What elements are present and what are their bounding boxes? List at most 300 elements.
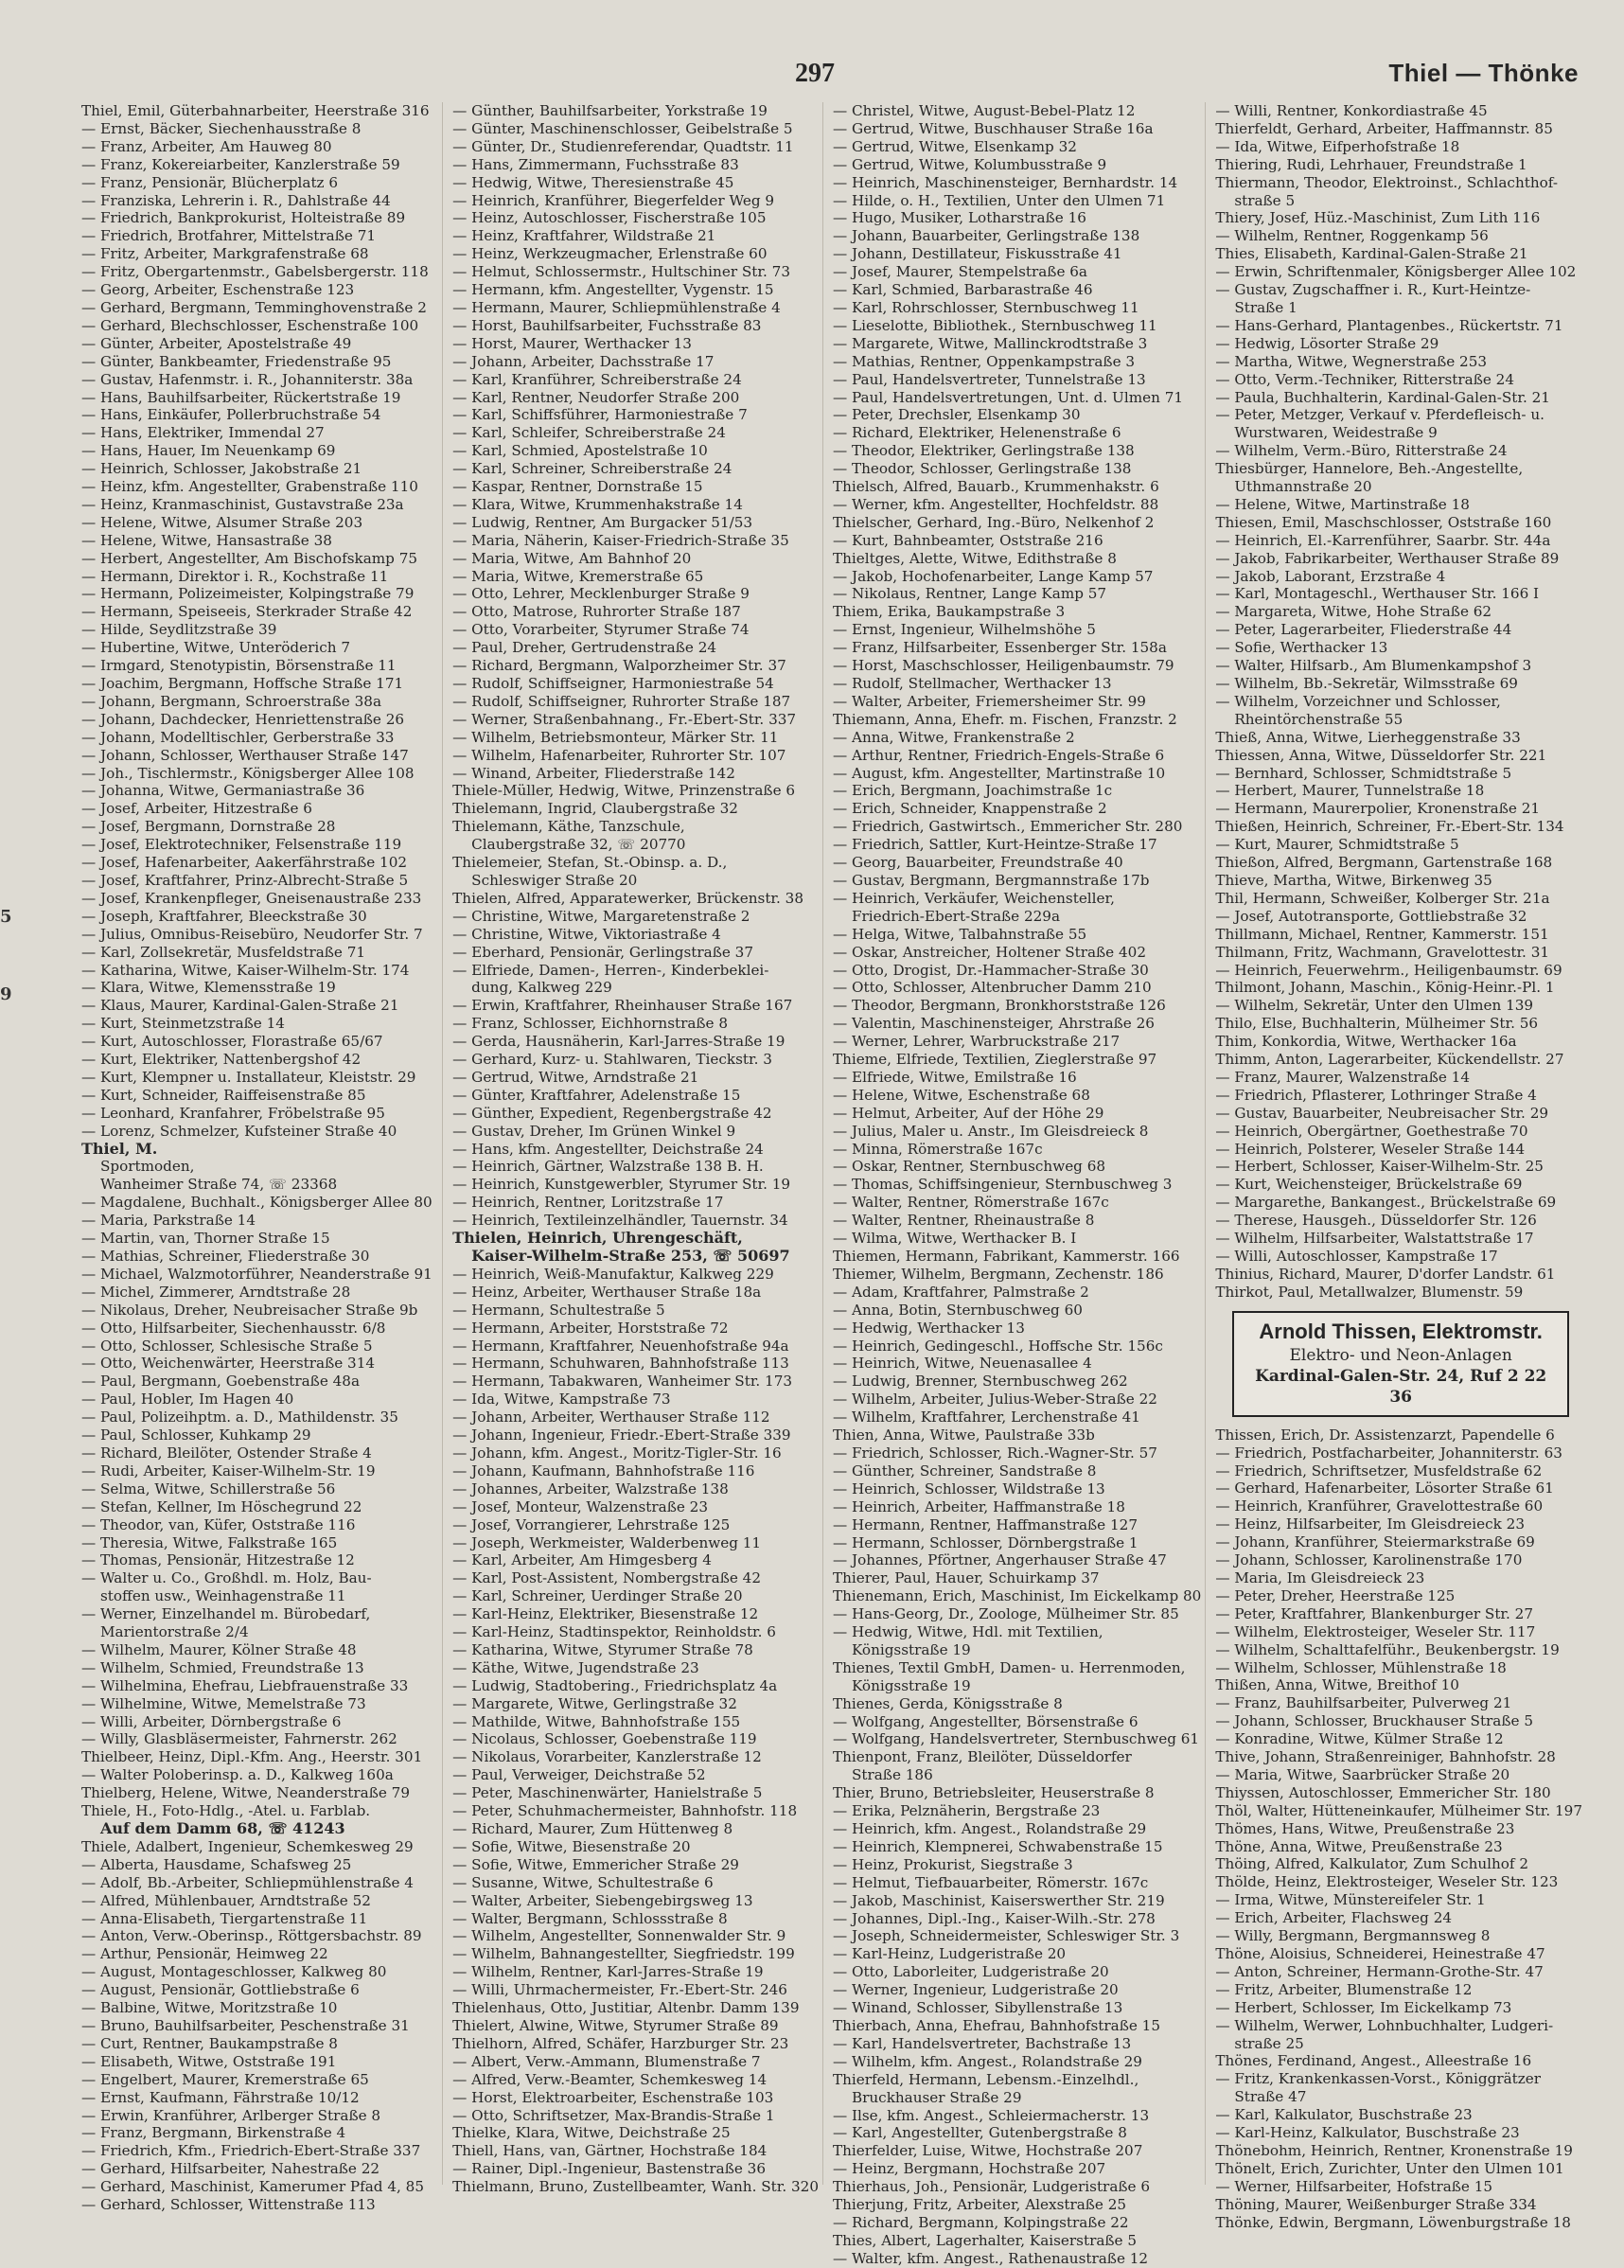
directory-entry: Thielenhaus, Otto, Justitiar, Altenbr. Damm 139 <box>452 1999 800 2017</box>
directory-entry: — Winand, Schlosser, Sibyllenstraße 13 <box>832 1999 1123 2017</box>
directory-entry: — Hermann, Schlosser, Dörnbergstraße 1 <box>832 1533 1139 1551</box>
directory-entry: Wanheimer Straße 74, ☏ 23368 <box>100 1176 338 1194</box>
directory-entry: — Franz, Pensionär, Blücherplatz 6 <box>81 173 339 191</box>
directory-entry: Thienemann, Erich, Maschinist, Im Eickelkamp 80 <box>832 1587 1202 1605</box>
directory-entry: Thien, Anna, Witwe, Paulstraße 33b <box>832 1426 1095 1444</box>
directory-entry: — Fritz, Arbeiter, Blumenstraße 12 <box>1215 1980 1473 1998</box>
directory-entry: — Anna-Elisabeth, Tiergartenstraße 11 <box>81 1909 368 1927</box>
directory-entry: Kaiser-Wilhelm-Straße 253, ☏ 50697 <box>471 1247 790 1265</box>
directory-entry: Thißen, Anna, Witwe, Breithof 10 <box>1215 1676 1459 1694</box>
directory-entry: Thielen, Alfred, Apparatewerker, Brückenstr. 38 <box>452 889 803 907</box>
directory-entry: — Karl-Heinz, Stadtinspektor, Reinholdstr. 6 <box>452 1623 776 1641</box>
directory-entry: — Käthe, Witwe, Jugendstraße 23 <box>452 1658 699 1676</box>
directory-entry: — Wilhelm, Hafenarbeiter, Ruhrorter Str. 107 <box>452 746 786 764</box>
directory-entry: — Arthur, Rentner, Friedrich-Engels-Straße 6 <box>832 746 1165 764</box>
directory-entry: — Margarete, Witwe, Gerlingstraße 32 <box>452 1694 737 1712</box>
directory-entry: Wurstwaren, Weidestraße 9 <box>1234 424 1438 442</box>
directory-entry: — Walter, Rentner, Rheinaustraße 8 <box>832 1212 1095 1230</box>
directory-entry: — Walter u. Co., Großhdl. m. Holz, Bau- <box>81 1569 372 1587</box>
directory-entry: — Maria, Näherin, Kaiser-Friedrich-Straße 35 <box>452 531 789 549</box>
directory-entry: Thiele, H., Foto-Hdlg., -Atel. u. Farblab. <box>81 1802 371 1820</box>
directory-entry: — Heinrich, Witwe, Neuenasallee 4 <box>832 1355 1092 1373</box>
page-header <box>0 59 1624 97</box>
directory-entry: — Ida, Witwe, Kampstraße 73 <box>452 1391 671 1409</box>
directory-entry: Thiem, Erika, Baukampstraße 3 <box>832 603 1066 621</box>
directory-entry: stoffen usw., Weinhagenstraße 11 <box>100 1587 346 1605</box>
directory-entry: — Christine, Witwe, Margaretenstraße 2 <box>452 907 750 925</box>
directory-entry: — Irma, Witwe, Münstereifeler Str. 1 <box>1215 1891 1486 1909</box>
directory-entry: — Karl, Kalkulator, Buschstraße 23 <box>1215 2106 1473 2124</box>
directory-entry: — Paul, Polizeihptm. a. D., Mathildenstr. 35 <box>81 1409 398 1426</box>
directory-entry: — Otto, Matrose, Ruhrorter Straße 187 <box>452 603 741 621</box>
directory-entry: — Gerda, Hausnäherin, Karl-Jarres-Straße 19 <box>452 1033 786 1051</box>
directory-entry: — Helene, Witwe, Eschenstraße 68 <box>832 1086 1090 1104</box>
directory-entry: — Karl, Handelsvertreter, Bachstraße 13 <box>832 2034 1132 2052</box>
directory-entry: Thiermann, Theodor, Elektroinst., Schlachthof- <box>1215 173 1558 191</box>
directory-entry: — Sofie, Witwe, Biesenstraße 20 <box>452 1837 691 1855</box>
directory-entry: — Wilhelm, Betriebsmonteur, Märker Str. 11 <box>452 728 779 746</box>
directory-entry: — Theresia, Witwe, Falkstraße 165 <box>81 1533 338 1551</box>
directory-entry: — Karl, Schiffsführer, Harmoniestraße 7 <box>452 406 748 424</box>
directory-entry: Thiel, Emil, Güterbahnarbeiter, Heerstraße 316 <box>81 102 430 119</box>
directory-entry: — Heinrich, El.-Karrenführer, Saarbr. Str. 44a <box>1215 531 1551 549</box>
directory-entry: — Erika, Pelznäherin, Bergstraße 23 <box>832 1802 1101 1820</box>
directory-entry: — Hilde, Seydlitzstraße 39 <box>81 621 277 639</box>
directory-entry: — Christel, Witwe, August-Bebel-Platz 12 <box>832 102 1136 119</box>
directory-entry: — Erwin, Schriftenmaler, Königsberger Allee 102 <box>1215 263 1577 281</box>
directory-entry: — Helmut, Tiefbauarbeiter, Römerstr. 167c <box>832 1873 1149 1891</box>
directory-entry: — Minna, Römerstraße 167c <box>832 1140 1043 1158</box>
directory-entry: — Kurt, Schneider, Raiffeisenstraße 85 <box>81 1086 366 1104</box>
directory-entry: — Johann, Dachdecker, Henriettenstraße 26 <box>81 710 405 728</box>
directory-entry: — Herbert, Angestellter, Am Bischofskamp 75 <box>81 549 418 567</box>
directory-entry: — Franz, Bauhilfsarbeiter, Pulverweg 21 <box>1215 1694 1512 1712</box>
directory-entry: — Anna, Witwe, Frankenstraße 2 <box>832 728 1075 746</box>
directory-entry: Thießen, Heinrich, Schreiner, Fr.-Ebert-Str. 134 <box>1215 818 1564 836</box>
directory-entry: — Erwin, Kranführer, Arlberger Straße 8 <box>81 2106 381 2124</box>
directory-entry: — Karl, Montageschl., Werthauser Str. 166 I <box>1215 585 1540 603</box>
directory-entry: — Karl-Heinz, Elektriker, Biesenstraße 12 <box>452 1605 759 1623</box>
directory-entry: Thienes, Gerda, Königsstraße 8 <box>832 1694 1063 1712</box>
directory-entry: Thiele-Müller, Hedwig, Witwe, Prinzenstraße 6 <box>452 782 796 800</box>
directory-entry: straße 5 <box>1234 191 1296 209</box>
directory-entry: — Heinrich, Kranführer, Gravelottestraße 60 <box>1215 1497 1544 1515</box>
directory-entry: — Michael, Walzmotorführer, Neanderstraße 91 <box>81 1265 432 1283</box>
directory-entry: — Josef, Hafenarbeiter, Aakerfährstraße 102 <box>81 854 408 872</box>
directory-entry: — Paula, Buchhalterin, Kardinal-Galen-Str. 21 <box>1215 388 1550 406</box>
directory-entry: Thiemen, Hermann, Fabrikant, Kammerstr. 166 <box>832 1248 1180 1265</box>
directory-entry: — Gustav, Bergmann, Bergmannstraße 17b <box>832 871 1150 889</box>
directory-entry: — Karl, Zollsekretär, Musfeldstraße 71 <box>81 943 366 961</box>
directory-entry: — Joseph, Kraftfahrer, Bleeckstraße 30 <box>81 907 367 925</box>
directory-entry: — Johann, Schlosser, Bruckhauser Straße 5 <box>1215 1712 1533 1730</box>
directory-entry: — Alfred, Verw.-Beamter, Schemkesweg 14 <box>452 2070 768 2088</box>
directory-entry: — Helene, Witwe, Alsumer Straße 203 <box>81 513 363 531</box>
directory-entry: — Erich, Bergmann, Joachimstraße 1c <box>832 782 1113 800</box>
directory-entry: — Heinrich, Obergärtner, Goethestraße 70 <box>1215 1122 1528 1140</box>
directory-entry: — Heinz, Werkzeugmacher, Erlenstraße 60 <box>452 245 768 263</box>
directory-entry: — Otto, Lehrer, Mecklenburger Straße 9 <box>452 585 750 603</box>
directory-entry: — Heinz, Arbeiter, Werthauser Straße 18a <box>452 1283 762 1301</box>
directory-entry: — Helmut, Schlossermstr., Hultschiner Str. 73 <box>452 263 790 281</box>
directory-entry: — Walter, Arbeiter, Friemersheimer Str. 99 <box>832 692 1146 710</box>
directory-entry: — Otto, Schriftsetzer, Max-Brandis-Straße 1 <box>452 2106 775 2124</box>
directory-entry: — Johanna, Witwe, Germaniastraße 36 <box>81 782 365 800</box>
directory-entry: — August, Montageschlosser, Kalkweg 80 <box>81 1963 387 1981</box>
directory-entry: — Alberta, Hausdame, Schafsweg 25 <box>81 1855 352 1873</box>
directory-entry: Straße 1 <box>1234 298 1297 316</box>
directory-entry: — Johannes, Dipl.-Ing., Kaiser-Wilh.-Str. 278 <box>832 1909 1156 1927</box>
directory-entry: — Wilhelm, Angestellter, Sonnenwalder Str. 9 <box>452 1927 786 1945</box>
directory-entry: — Karl, Kranführer, Schreiberstraße 24 <box>452 370 742 388</box>
directory-entry: — Walter, Rentner, Römerstraße 167c <box>832 1194 1109 1212</box>
directory-entry: — Johann, Kranführer, Steiermarkstraße 69 <box>1215 1533 1535 1551</box>
directory-entry: — Fritz, Arbeiter, Markgrafenstraße 68 <box>81 245 369 263</box>
directory-entry: — Willi, Arbeiter, Dörnbergstraße 6 <box>81 1712 342 1730</box>
directory-entry: — Curt, Rentner, Baukampstraße 8 <box>81 2034 338 2052</box>
directory-entry: — Thomas, Schiffsingenieur, Sternbuschweg 3 <box>832 1176 1173 1194</box>
directory-entry: — Ilse, kfm. Angest., Schleiermacherstr. 13 <box>832 2106 1150 2124</box>
directory-entry: Thielberg, Helene, Witwe, Neanderstraße 79 <box>81 1784 410 1802</box>
directory-entry: Thiel, M. <box>81 1139 158 1158</box>
directory-entry: — Hermann, Schultestraße 5 <box>452 1301 665 1319</box>
directory-entry: — Günter, Arbeiter, Apostelstraße 49 <box>81 334 352 352</box>
directory-entry: — Elisabeth, Witwe, Oststraße 191 <box>81 2052 337 2070</box>
directory-entry: — Joseph, Schneidermeister, Schleswiger Str. 3 <box>832 1927 1180 1945</box>
directory-entry: — Kurt, Elektriker, Nattenbergshof 42 <box>81 1051 362 1069</box>
directory-column-3 <box>832 102 1206 2267</box>
directory-entry: Thimm, Anton, Lagerarbeiter, Kückendellstr. 27 <box>1215 1051 1564 1069</box>
directory-entry: Thierbach, Anna, Ehefrau, Bahnhofstraße 15 <box>832 2016 1161 2034</box>
directory-entry: — Heinrich, Maschinensteiger, Bernhardstr. 14 <box>832 173 1178 191</box>
directory-entry: — Katharina, Witwe, Styrumer Straße 78 <box>452 1640 753 1658</box>
directory-entry: — Julius, Maler u. Anstr., Im Gleisdreieck 8 <box>832 1122 1149 1140</box>
directory-entry: Thiele, Adalbert, Ingenieur, Schemkesweg 29 <box>81 1837 414 1855</box>
directory-entry: Thiessen, Anna, Witwe, Düsseldorfer Str. 221 <box>1215 746 1547 764</box>
directory-entry: — Paul, Schlosser, Kuhkamp 29 <box>81 1426 311 1444</box>
directory-entry: — Walter, kfm. Angest., Rathenaustraße 12 <box>832 2249 1149 2267</box>
directory-entry: — Peter, Maschinenwärter, Hanielstraße 5 <box>452 1784 763 1802</box>
directory-entry: — Kurt, Steinmetzstraße 14 <box>81 1015 285 1033</box>
directory-entry: — Karl, Angestellter, Gutenbergstraße 8 <box>832 2124 1127 2142</box>
directory-entry: Thiery, Josef, Hüz.-Maschinist, Zum Lith 116 <box>1215 209 1541 227</box>
directory-entry: — Albert, Verw.-Ammann, Blumenstraße 7 <box>452 2052 761 2070</box>
directory-entry: — Hilde, o. H., Textilien, Unter den Ulmen 71 <box>832 191 1166 209</box>
directory-entry: — Heinrich, Schlosser, Jakobstraße 21 <box>81 460 362 478</box>
directory-entry: — Richard, Bergmann, Walporzheimer Str. 37 <box>452 657 786 675</box>
directory-entry: — Otto, Verm.-Techniker, Ritterstraße 24 <box>1215 370 1514 388</box>
advertisement-line: Elektro- und Neon-Anlagen <box>1289 1345 1512 1365</box>
directory-entry: — Werner, Hilfsarbeiter, Hofstraße 15 <box>1215 2177 1493 2195</box>
directory-entry: — Otto, Hilfsarbeiter, Siechenhausstr. 6/8 <box>81 1319 386 1337</box>
directory-entry: — Bernhard, Schlosser, Schmidtstraße 5 <box>1215 764 1512 782</box>
directory-entry: — Maria, Witwe, Kremerstraße 65 <box>452 567 704 585</box>
directory-entry: — Rudi, Arbeiter, Kaiser-Wilhelm-Str. 19 <box>81 1462 376 1480</box>
directory-entry: — Gustav, Dreher, Im Grünen Winkel 9 <box>452 1122 736 1140</box>
directory-entry: — Wilhelm, Bahnangestellter, Siegfriedstr. 199 <box>452 1945 795 1963</box>
directory-entry: — Hermann, Schuhwaren, Bahnhofstraße 113 <box>452 1355 789 1373</box>
directory-entry: — Nikolaus, Vorarbeiter, Kanzlerstraße 12 <box>452 1748 762 1766</box>
directory-entry: — Gerhard, Blechschlosser, Eschenstraße 100 <box>81 316 419 334</box>
directory-entry: — Heinrich, Kranführer, Biegerfelder Weg 9 <box>452 191 775 209</box>
directory-entry: — Maria, Parkstraße 14 <box>81 1212 256 1230</box>
directory-entry: — Theodor, Bergmann, Bronkhorststraße 126 <box>832 997 1166 1015</box>
directory-entry: — Peter, Metzger, Verkauf v. Pferdefleisch- u. <box>1215 406 1545 424</box>
directory-entry: — Friedrich, Schlosser, Rich.-Wagner-Str. 57 <box>832 1444 1157 1462</box>
directory-entry: Marientorstraße 2/4 <box>100 1623 249 1641</box>
directory-entry: — Karl, Rohrschlosser, Sternbuschweg 11 <box>832 298 1139 316</box>
directory-entry: — Hermann, Maurer, Schliepmühlenstraße 4 <box>452 298 781 316</box>
directory-entry: — Magdalene, Buchhalt., Königsberger Allee 80 <box>81 1194 432 1212</box>
directory-entry: — Franz, Maurer, Walzenstraße 14 <box>1215 1068 1470 1086</box>
directory-entry: — Hermann, Arbeiter, Horststraße 72 <box>452 1319 729 1337</box>
directory-entry: — Helene, Witwe, Hansastraße 38 <box>81 531 332 549</box>
directory-entry: Thieß, Anna, Witwe, Lierheggenstraße 33 <box>1215 728 1521 746</box>
directory-entry: Thielscher, Gerhard, Ing.-Büro, Nelkenhof 2 <box>832 513 1155 531</box>
directory-entry: — Wolfgang, Handelsvertreter, Sternbuschweg 61 <box>832 1730 1200 1748</box>
directory-column-1 <box>81 102 443 2214</box>
directory-entry: — Elfriede, Witwe, Emilstraße 16 <box>832 1068 1077 1086</box>
directory-entry: — Rudolf, Schiffseigner, Harmoniestraße 54 <box>452 675 774 692</box>
directory-entry: Thielbeer, Heinz, Dipl.-Kfm. Ang., Heerstr. 301 <box>81 1748 423 1766</box>
directory-entry: — Georg, Arbeiter, Eschenstraße 123 <box>81 281 355 299</box>
directory-entry: Thim, Konkordia, Witwe, Werthacker 16a <box>1215 1033 1517 1051</box>
directory-entry: — Gustav, Zugschaffner i. R., Kurt-Heintze- <box>1215 281 1531 299</box>
directory-entry: Thilo, Else, Buchhalterin, Mülheimer Str. 56 <box>1215 1015 1539 1033</box>
directory-entry: — Willi, Uhrmachermeister, Fr.-Ebert-Str. 246 <box>452 1981 787 1999</box>
directory-entry: — Gerhard, Hafenarbeiter, Lösorter Straße 61 <box>1215 1480 1554 1497</box>
directory-entry: — Josef, Vorrangierer, Lehrstraße 125 <box>452 1515 731 1533</box>
directory-entry: — Horst, Elektroarbeiter, Eschenstraße 103 <box>452 2088 774 2106</box>
directory-entry: — Martin, van, Thorner Straße 15 <box>81 1230 330 1248</box>
directory-entry: — Gerhard, Bergmann, Temminghovenstraße 2 <box>81 298 427 316</box>
directory-entry: Thierfelder, Luise, Witwe, Hochstraße 207 <box>832 2142 1143 2160</box>
directory-entry: — Gerhard, Hilfsarbeiter, Nahestraße 22 <box>81 2160 380 2178</box>
directory-entry: — Hermann, Rentner, Haffmanstraße 127 <box>832 1515 1138 1533</box>
directory-entry: Thielemeier, Stefan, St.-Obinsp. a. D., <box>452 854 728 872</box>
directory-entry: — Karl, Post-Assistent, Nombergstraße 42 <box>452 1569 761 1587</box>
directory-entry: — Heinrich, Weiß-Manufaktur, Kalkweg 229 <box>452 1265 774 1283</box>
directory-entry: — Wilhelm, Hilfsarbeiter, Walstattstraße 17 <box>1215 1230 1534 1248</box>
directory-entry: — Arthur, Pensionär, Heimweg 22 <box>81 1945 328 1963</box>
directory-entry: — Wolfgang, Angestellter, Börsenstraße 6 <box>832 1712 1139 1730</box>
directory-entry: — Gerhard, Schlosser, Wittenstraße 113 <box>81 2196 376 2214</box>
directory-entry: — Franz, Bergmann, Birkenstraße 4 <box>81 2124 346 2142</box>
directory-entry: — Irmgard, Stenotypistin, Börsenstraße 11 <box>81 657 397 675</box>
directory-entry: Bruckhauser Straße 29 <box>851 2088 1022 2106</box>
directory-entry: — Michel, Zimmerer, Arndtstraße 28 <box>81 1283 351 1301</box>
directory-entry: straße 25 <box>1234 2034 1304 2052</box>
directory-entry: — Johannes, Arbeiter, Walzstraße 138 <box>452 1480 729 1497</box>
directory-entry: — Rainer, Dipl.-Ingenieur, Bastenstraße 36 <box>452 2160 766 2178</box>
directory-entry: — Wilhelmina, Ehefrau, Liebfrauenstraße 33 <box>81 1676 409 1694</box>
directory-entry: — Günter, Dr., Studienreferendar, Quadtstr. 11 <box>452 137 794 155</box>
directory-entry: Uthmannstraße 20 <box>1234 478 1372 496</box>
directory-entry: — Johann, Arbeiter, Werthauser Straße 112 <box>452 1409 770 1426</box>
directory-entry: — Karl-Heinz, Kalkulator, Buschstraße 23 <box>1215 2124 1520 2142</box>
directory-entry: — Heinz, Bergmann, Hochstraße 207 <box>832 2160 1106 2178</box>
directory-entry: Straße 186 <box>851 1766 933 1784</box>
directory-entry: — Johannes, Pförtner, Angerhauser Straße 47 <box>832 1551 1167 1569</box>
directory-entry: — Willy, Glasbläsermeister, Fahrnerstr. 262 <box>81 1730 397 1748</box>
directory-entry: — Karl, Schleifer, Schreiberstraße 24 <box>452 424 726 442</box>
directory-entry: — Winand, Arbeiter, Fliederstraße 142 <box>452 764 735 782</box>
directory-entry: — Werner, Einzelhandel m. Bürobedarf, <box>81 1605 371 1623</box>
directory-entry: — Hermann, Polizeimeister, Kolpingstraße 79 <box>81 585 415 603</box>
directory-entry: — Peter, Kraftfahrer, Blankenburger Str. 27 <box>1215 1604 1534 1622</box>
directory-entry: — Erwin, Kraftfahrer, Rheinhauser Straße 167 <box>452 997 793 1015</box>
directory-entry: — Ludwig, Stadtobering., Friedrichsplatz 4a <box>452 1676 778 1694</box>
directory-entry: — Horst, Maurer, Werthacker 13 <box>452 334 692 352</box>
directory-entry: — Franz, Arbeiter, Am Hauweg 80 <box>81 137 332 155</box>
directory-entry: — Hubertine, Witwe, Unteröderich 7 <box>81 639 351 657</box>
directory-entry: — Heinz, Hilfsarbeiter, Im Gleisdreieck 23 <box>1215 1515 1525 1533</box>
directory-entry: — Wilma, Witwe, Werthacker B. I <box>832 1230 1077 1248</box>
directory-entry: — Theodor, Elektriker, Gerlingstraße 138 <box>832 442 1135 460</box>
directory-entry: — Hermann, Speiseeis, Sterkrader Straße 42 <box>81 603 413 621</box>
directory-entry: — Josef, Bergmann, Dornstraße 28 <box>81 818 336 836</box>
directory-entry: — Nicolaus, Schlosser, Goebenstraße 119 <box>452 1730 757 1748</box>
directory-entry: — Otto, Weichenwärter, Heerstraße 314 <box>81 1355 376 1373</box>
directory-entry: Thiyssen, Autoschlosser, Emmericher Str. 180 <box>1215 1783 1551 1801</box>
directory-entry: — Hans, Bauhilfsarbeiter, Rückertstraße 19 <box>81 388 401 406</box>
directory-entry: — Hans, Hauer, Im Neuenkamp 69 <box>81 442 336 460</box>
directory-entry: — Ernst, Ingenieur, Wilhelmshöhe 5 <box>832 621 1096 639</box>
directory-entry: — Richard, Bergmann, Kolpingstraße 22 <box>832 2213 1129 2231</box>
directory-entry: Thöne, Aloisius, Schneiderei, Heinestraße 47 <box>1215 1945 1545 1962</box>
directory-entry: — Wilhelm, Schlosser, Mühlenstraße 18 <box>1215 1658 1507 1676</box>
directory-entry: — Karl-Heinz, Ludgeristraße 20 <box>832 1945 1067 1963</box>
directory-entry: — Stefan, Kellner, Im Höschegrund 22 <box>81 1497 362 1515</box>
directory-entry: — Johann, Arbeiter, Dachsstraße 17 <box>452 352 715 370</box>
directory-entry: — Karl, Rentner, Neudorfer Straße 200 <box>452 388 740 406</box>
directory-entry: — Kurt, Autoschlosser, Florastraße 65/67 <box>81 1033 383 1051</box>
directory-entry: — Selma, Witwe, Schillerstraße 56 <box>81 1480 336 1497</box>
directory-entry: — Horst, Maschschlosser, Heiligenbaumstr. 79 <box>832 657 1174 675</box>
directory-entry: — Maria, Witwe, Saarbrücker Straße 20 <box>1215 1765 1510 1783</box>
directory-column-4 <box>1215 102 1586 2231</box>
directory-entry: — Wilhelm, Rentner, Roggenkamp 56 <box>1215 227 1489 245</box>
directory-entry: — Wilhelm, Werwer, Lohnbuchhalter, Ludgeri- <box>1215 2016 1554 2034</box>
directory-entry: — Friedrich, Sattler, Kurt-Heintze-Straße 17 <box>832 836 1157 854</box>
directory-entry: — Gerhard, Kurz- u. Stahlwaren, Tieckstr. 3 <box>452 1051 772 1069</box>
directory-entry: Thielmann, Bruno, Zustellbeamter, Wanh. Str. 320 <box>452 2178 819 2196</box>
directory-entry: — Hedwig, Lösorter Straße 29 <box>1215 334 1439 352</box>
directory-entry: — Ludwig, Rentner, Am Burgacker 51/53 <box>452 513 753 531</box>
running-head: Thiel — Thönke <box>1388 59 1579 87</box>
directory-entry: — Joseph, Werkmeister, Walderbenweg 11 <box>452 1533 762 1551</box>
directory-entry: — Joh., Tischlermstr., Königsberger Allee 108 <box>81 764 415 782</box>
directory-entry: — Paul, Dreher, Gertrudenstraße 24 <box>452 639 717 657</box>
directory-entry: — Peter, Drechsler, Elsenkamp 30 <box>832 406 1081 424</box>
directory-entry: — Hugo, Musiker, Lotharstraße 16 <box>832 209 1086 227</box>
directory-entry: Thömes, Hans, Witwe, Preußenstraße 23 <box>1215 1819 1515 1837</box>
directory-entry: — Hans-Gerhard, Plantagenbes., Rückertstr. 71 <box>1215 316 1563 334</box>
directory-entry: — Gertrud, Witwe, Kolumbusstraße 9 <box>832 155 1107 173</box>
directory-entry: — Fritz, Krankenkassen-Vorst., Königgrätzer <box>1215 2070 1542 2088</box>
directory-entry: Thierjung, Fritz, Arbeiter, Alexstraße 25 <box>832 2196 1127 2214</box>
directory-entry: — Hedwig, Witwe, Theresienstraße 45 <box>452 173 734 191</box>
directory-entry: — Erich, Arbeiter, Flachsweg 24 <box>1215 1909 1453 1927</box>
directory-entry: — Gerhard, Maschinist, Kamerumer Pfad 4, 85 <box>81 2178 425 2196</box>
directory-entry: — Heinrich, Verkäufer, Weichensteller, <box>832 889 1115 907</box>
directory-entry: — Walter, Bergmann, Schlossstraße 8 <box>452 1909 728 1927</box>
directory-entry: — Wilhelm, Verm.-Büro, Ritterstraße 24 <box>1215 442 1508 460</box>
directory-entry: — Heinrich, Rentner, Loritzstraße 17 <box>452 1194 724 1212</box>
directory-entry: — Richard, Bleilöter, Ostender Straße 4 <box>81 1444 372 1462</box>
directory-entry: — Eberhard, Pensionär, Gerlingstraße 37 <box>452 943 753 961</box>
directory-entry: — Wilhelm, Elektrosteiger, Weseler Str. 117 <box>1215 1622 1536 1640</box>
directory-entry: — Leonhard, Kranfahrer, Fröbelstraße 95 <box>81 1104 385 1122</box>
directory-entry: — Otto, Drogist, Dr.-Hammacher-Straße 30 <box>832 961 1149 979</box>
directory-entry: — Friedrich, Kfm., Friedrich-Ebert-Straße 337 <box>81 2142 421 2160</box>
directory-entry: — Helga, Witwe, Talbahnstraße 55 <box>832 925 1087 943</box>
directory-entry: — Hermann, Tabakwaren, Wanheimer Str. 173 <box>452 1373 793 1391</box>
directory-entry: — Georg, Bauarbeiter, Freundstraße 40 <box>832 854 1123 872</box>
directory-entry: Thiesen, Emil, Maschschlosser, Oststraße 160 <box>1215 513 1552 531</box>
directory-entry: — Karl, Schreiner, Schreiberstraße 24 <box>452 460 733 478</box>
directory-entry: — Johann, Bauarbeiter, Gerlingstraße 138 <box>832 227 1140 245</box>
directory-entry: Thieltges, Alette, Witwe, Edithstraße 8 <box>832 549 1117 567</box>
directory-entry: — Wilhelm, Maurer, Kölner Straße 48 <box>81 1640 357 1658</box>
directory-entry: — Anton, Schreiner, Hermann-Grothe-Str. 47 <box>1215 1962 1544 1980</box>
directory-entry: — Sofie, Witwe, Emmericher Straße 29 <box>452 1855 739 1873</box>
directory-entry: — Josef, Kraftfahrer, Prinz-Albrecht-Straße 5 <box>81 871 409 889</box>
directory-entry: Thielemann, Ingrid, Claubergstraße 32 <box>452 800 738 818</box>
directory-entry: — Wilhelm, Arbeiter, Julius-Weber-Straße 22 <box>832 1391 1157 1409</box>
directory-entry: — Mathias, Rentner, Oppenkampstraße 3 <box>832 352 1136 370</box>
directory-entry: — Kurt, Weichensteiger, Brückelstraße 69 <box>1215 1176 1523 1194</box>
directory-entry: — Karl, Schmied, Apostelstraße 10 <box>452 442 708 460</box>
directory-entry: — Alfred, Mühlenbauer, Arndtstraße 52 <box>81 1891 371 1909</box>
directory-entry: — Karl, Schmied, Barbarastraße 46 <box>832 281 1093 299</box>
directory-entry: — Ernst, Bäcker, Siechenhausstraße 8 <box>81 119 362 137</box>
directory-entry: — Ludwig, Brenner, Sternbuschweg 262 <box>832 1373 1128 1391</box>
directory-entry: Thil, Hermann, Schweißer, Kolberger Str. 21a <box>1215 889 1550 907</box>
directory-entry: — Franz, Schlosser, Eichhornstraße 8 <box>452 1015 729 1033</box>
directory-entry: — Werner, kfm. Angestellter, Hochfeldstr. 88 <box>832 495 1159 513</box>
directory-entry: Thierhaus, Joh., Pensionär, Ludgeristraße 6 <box>832 2178 1150 2196</box>
directory-entry: — Jakob, Laborant, Erzstraße 4 <box>1215 567 1446 585</box>
directory-entry: Thielsch, Alfred, Bauarb., Krummenhakstr. 6 <box>832 478 1159 496</box>
directory-entry: — Heinrich, Kunstgewerbler, Styrumer Str. 19 <box>452 1176 791 1194</box>
margin-mark: 9 <box>0 984 12 1004</box>
directory-entry: Thielke, Klara, Witwe, Deichstraße 25 <box>452 2124 731 2142</box>
directory-entry: — Hermann, Direktor i. R., Kochstraße 11 <box>81 567 389 585</box>
directory-entry: Thissen, Erich, Dr. Assistenzarzt, Papendelle 6 <box>1215 1426 1555 1444</box>
directory-entry: — Joachim, Bergmann, Hoffsche Straße 171 <box>81 675 404 692</box>
directory-entry: — Paul, Handelsvertretungen, Unt. d. Ulmen 71 <box>832 388 1184 406</box>
directory-entry: Thöing, Alfred, Kalkulator, Zum Schulhof 2 <box>1215 1855 1529 1873</box>
directory-entry: — Wilhelm, Schalttafelführ., Beukenbergstr. 19 <box>1215 1640 1560 1658</box>
directory-entry: — Johann, Kaufmann, Bahnhofstraße 116 <box>452 1462 755 1480</box>
directory-entry: — Johann, Modelltischler, Gerberstraße 33 <box>81 728 395 746</box>
directory-entry: — Therese, Hausgeh., Düsseldorfer Str. 126 <box>1215 1212 1537 1230</box>
directory-entry: — Friedrich, Postfacharbeiter, Johanniterstr. 63 <box>1215 1444 1562 1462</box>
directory-entry: — Anton, Verw.-Oberinsp., Röttgersbachstr. 89 <box>81 1927 422 1945</box>
directory-entry: — Günter, Kraftfahrer, Adelenstraße 15 <box>452 1086 741 1104</box>
directory-entry: — Klaus, Maurer, Kardinal-Galen-Straße 21 <box>81 997 399 1015</box>
directory-entry: — Herbert, Maurer, Tunnelstraße 18 <box>1215 782 1485 800</box>
directory-entry: Thienpont, Franz, Bleilöter, Düsseldorfer <box>832 1748 1132 1766</box>
directory-entry: — Engelbert, Maurer, Kremerstraße 65 <box>81 2070 369 2088</box>
directory-entry: — August, Pensionär, Gottliebstraße 6 <box>81 1981 360 1999</box>
directory-entry: — Franziska, Lehrerin i. R., Dahlstraße 44 <box>81 191 391 209</box>
directory-entry: — Franz, Kokereiarbeiter, Kanzlerstraße 59 <box>81 155 400 173</box>
advertisement-title: Arnold Thissen, Elektromstr. <box>1259 1319 1543 1343</box>
directory-entry: — Walter, Arbeiter, Siebengebirgsweg 13 <box>452 1891 753 1909</box>
directory-entry: — Josef, Monteur, Walzenstraße 23 <box>452 1497 708 1515</box>
